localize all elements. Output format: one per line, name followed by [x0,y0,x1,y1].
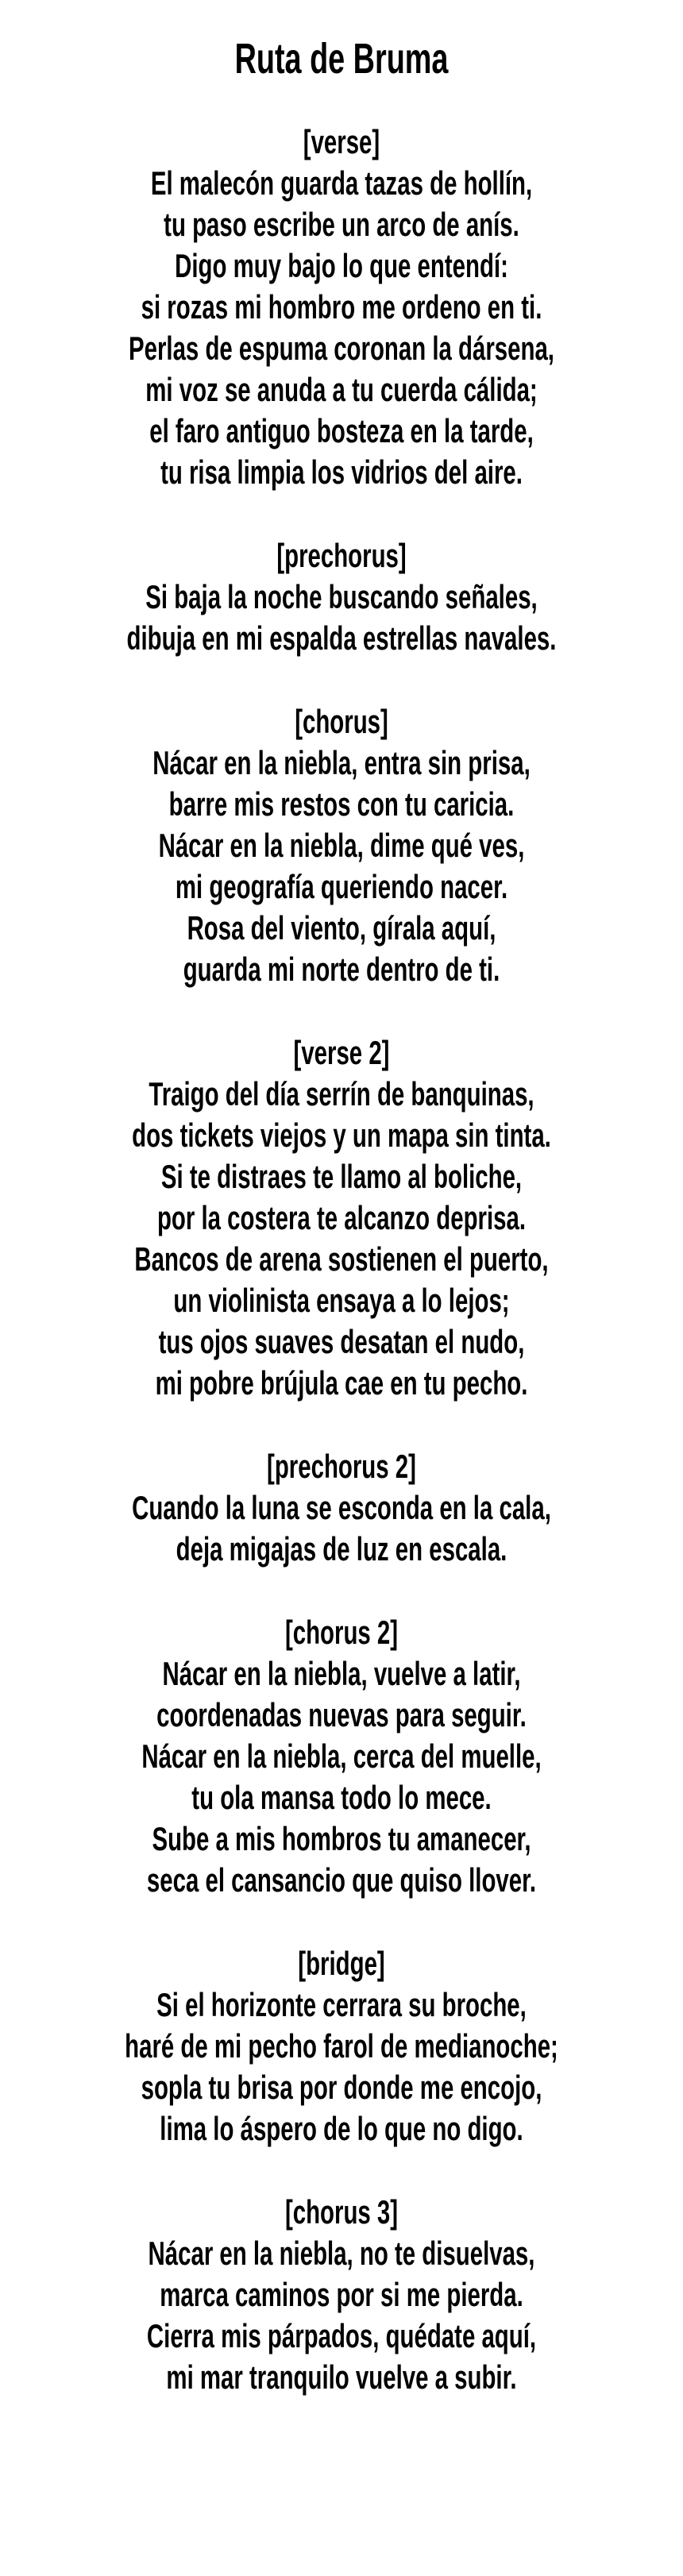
lyric-line: Si te distraes te llamo al boliche, [160,1158,523,1195]
lyric-line: Cuando la luna se esconda en la cala, [132,1489,551,1526]
lyric-line: Traigo del día serrín de banquinas, [149,1075,534,1113]
lyric-line: dibuja en mi espalda estrellas navales. [126,619,557,657]
section-label: [verse 2] [293,1034,390,1071]
lyric-section [102,535,581,659]
section-label: [bridge] [298,1945,385,1982]
lyric-line: Si baja la noche buscando señales, [145,578,538,615]
section-label: [prechorus] [276,537,407,574]
section-label: [chorus 2] [284,1614,399,1651]
lyric-line: tus ojos suaves desatan el nudo, [158,1323,525,1360]
lyric-line: marca caminos por si me pierda. [160,2276,523,2313]
lyric-line: Sube a mis hombros tu amanecer, [152,1820,531,1857]
lyric-section [102,2192,581,2398]
lyric-line: un violinista ensaya a lo lejos; [173,1282,510,1319]
lyric-line: Cierra mis párpados, quédate aquí, [146,2317,537,2354]
lyric-line: Nácar en la niebla, cerca del muelle, [141,1737,542,1775]
lyric-line: lima lo áspero de lo que no digo. [160,2110,523,2147]
lyric-section [102,1612,581,1901]
lyric-line: Bancos de arena sostienen el puerto, [134,1240,549,1278]
lyric-line: tu ola mansa todo lo mece. [191,1779,492,1816]
lyric-line: seca el cansancio que quiso llover. [146,1861,537,1899]
lyric-line: deja migajas de luz en escala. [176,1530,507,1568]
lyric-section [102,701,581,990]
lyric-line: Si el horizonte cerrara su broche, [156,1986,527,2023]
lyric-line: sopla tu brisa por donde me encojo, [141,2069,542,2106]
lyric-line: tu paso escribe un arco de anís. [164,206,519,243]
section-label: [prechorus 2] [267,1448,416,1485]
lyric-line: Nácar en la niebla, vuelve a latir, [162,1655,521,1692]
section-label: [chorus] [295,703,388,740]
lyric-section [102,121,581,493]
lyric-line: Digo muy bajo lo que entendí: [175,247,508,284]
lyric-line: Nácar en la niebla, dime qué ves, [158,827,525,864]
lyric-line: guarda mi norte dentro de ti. [183,951,500,988]
lyric-line: mi voz se anuda a tu cuerda cálida; [145,371,538,408]
lyric-line: mi mar tranquilo vuelve a subir. [166,2358,517,2396]
section-label: [chorus 3] [284,2193,399,2231]
song-title: Ruta de Bruma [234,35,449,83]
lyric-section [102,1032,581,1404]
lyric-line: Rosa del viento, gírala aquí, [187,909,496,947]
lyric-line: Perlas de espuma coronan la dársena, [129,330,554,367]
lyric-line: el faro antiguo bosteza en la tarde, [149,412,534,449]
lyric-line: Nácar en la niebla, no te disuelvas, [148,2235,535,2272]
lyric-section [102,1943,581,2150]
lyric-line: si rozas mi hombro me ordeno en ti. [141,288,542,326]
lyric-line: tu risa limpia los vidrios del aire. [160,453,523,491]
lyric-section [102,1446,581,1570]
lyric-line: barre mis restos con tu caricia. [168,785,515,823]
lyric-line: Nácar en la niebla, entra sin prisa, [152,744,531,781]
lyric-line: dos tickets viejos y un mapa sin tinta. [132,1116,551,1154]
lyric-line: mi geografía queriendo nacer. [175,868,508,905]
lyric-sheet [102,35,581,2398]
lyric-line: haré de mi pecho farol de medianoche; [125,2027,558,2065]
lyric-line: coordenadas nuevas para seguir. [156,1696,527,1733]
lyric-line: mi pobre brújula cae en tu pecho. [155,1364,528,1402]
section-label: [verse] [303,123,380,160]
lyrics-sections [102,121,581,2398]
lyric-line: por la costera te alcanzo deprisa. [156,1199,527,1236]
lyric-line: El malecón guarda tazas de hollín, [150,164,533,202]
